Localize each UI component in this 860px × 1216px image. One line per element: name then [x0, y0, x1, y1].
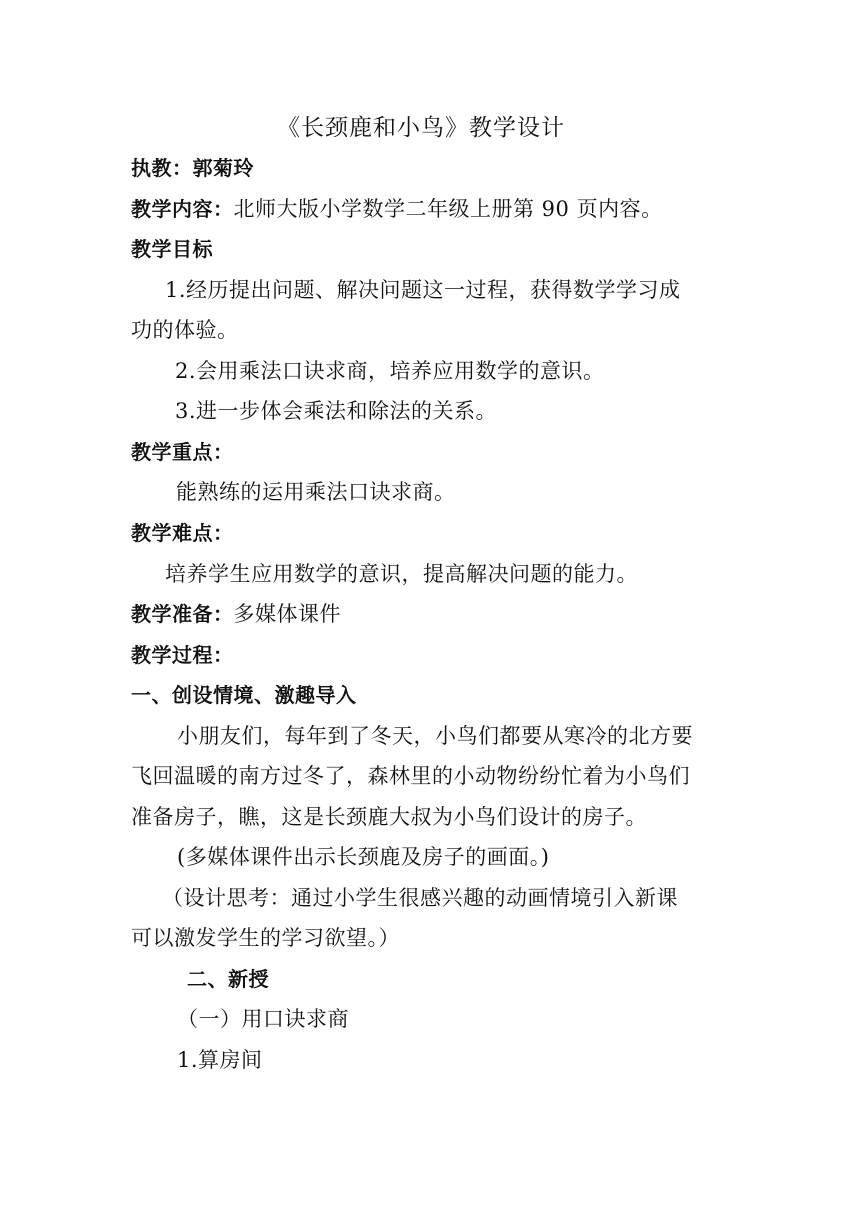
- process-heading: 教学过程：: [131, 643, 234, 667]
- subsection-1-heading: （一）用口诀求商: [177, 1007, 349, 1031]
- section-1-paragraph-line-3: 准备房子，瞧，这是长颈鹿大叔为小鸟们设计的房子。: [131, 805, 647, 829]
- objective-2: 2.会用乘法口诀求商，培养应用数学的意识。: [175, 359, 605, 383]
- design-note-line-2: 可以激发学生的学习欲望。）: [131, 926, 400, 950]
- teacher-label: 执教：: [131, 156, 193, 180]
- content-label: 教学内容：: [131, 197, 234, 221]
- difficulty-heading: 教学难点：: [131, 521, 234, 545]
- objective-1-line-1: 1.经历提出问题、解决问题这一过程，获得数学学习成: [165, 278, 681, 302]
- key-point-text: 能熟练的运用乘法口诀求商。: [176, 480, 456, 504]
- objectives-heading: 教学目标: [131, 237, 213, 261]
- media-note: (多媒体课件出示长颈鹿及房子的画面。): [177, 845, 550, 869]
- preparation-line: [131, 599, 341, 629]
- content-line: [131, 194, 663, 224]
- teacher-line: [131, 153, 254, 183]
- content-value: 北师大版小学数学二年级上册第 90 页内容。: [233, 197, 663, 221]
- key-point-heading: 教学重点：: [131, 440, 234, 464]
- section-1-paragraph-line-1: 小朋友们，每年到了冬天，小鸟们都要从寒冷的北方要: [177, 724, 693, 748]
- objective-1-line-2: 功的体验。: [131, 318, 239, 342]
- section-1-heading: 一、创设情境、激趣导入: [131, 683, 357, 707]
- section-2-heading: 二、新授: [187, 967, 269, 991]
- subsection-1-item-1: 1.算房间: [177, 1048, 263, 1072]
- design-note-line-1: （设计思考：通过小学生很感兴趣的动画情境引入新课: [162, 886, 678, 910]
- preparation-value: 多媒体课件: [233, 602, 341, 626]
- difficulty-text: 培养学生应用数学的意识，提高解决问题的能力。: [165, 562, 638, 586]
- preparation-label: 教学准备：: [131, 602, 234, 626]
- objective-3: 3.进一步体会乘法和除法的关系。: [175, 399, 498, 423]
- teacher-name: 郭菊玲: [192, 156, 254, 180]
- section-1-paragraph-line-2: 飞回温暖的南方过冬了，森林里的小动物纷纷忙着为小鸟们: [131, 764, 690, 788]
- document-title: 《长颈鹿和小鸟》教学设计: [277, 115, 565, 141]
